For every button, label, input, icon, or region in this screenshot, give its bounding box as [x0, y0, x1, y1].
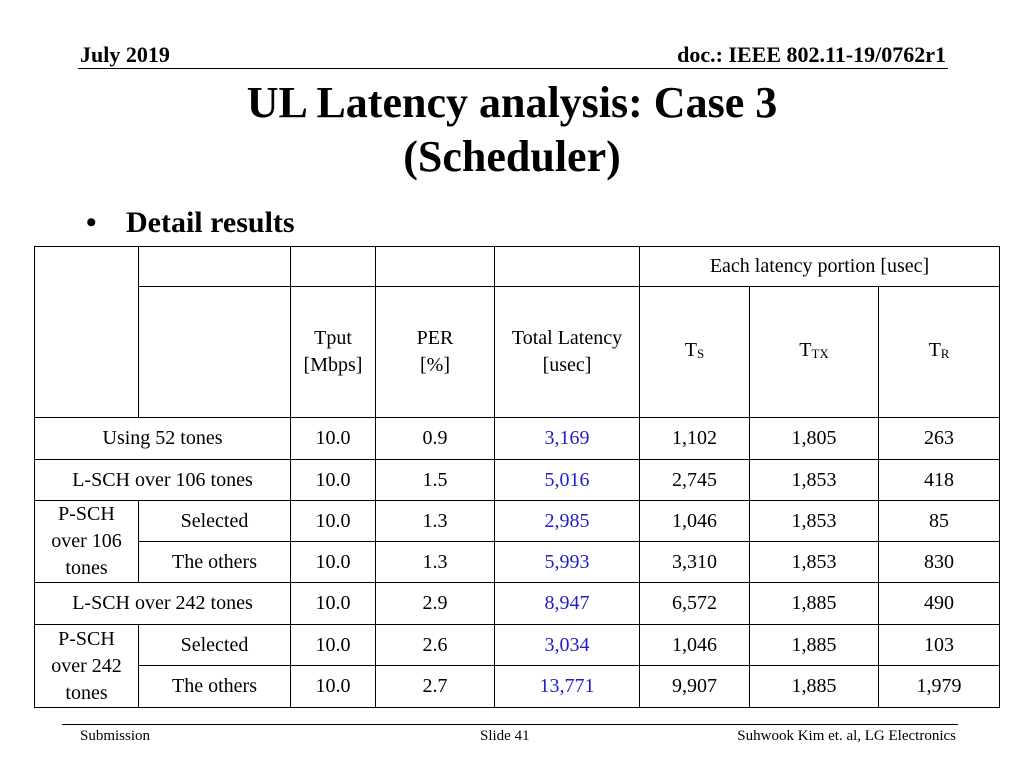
- empty-header-cell: [495, 247, 640, 287]
- header-date: July 2019: [80, 42, 170, 67]
- empty-header-cell: [291, 247, 376, 287]
- footer-submission: Submission: [80, 728, 151, 744]
- cell-total-latency: 13,771: [495, 666, 640, 708]
- cell-ttx: 1,885: [750, 583, 879, 625]
- cell-per: 2.9: [376, 583, 495, 625]
- footer-authors: Suhwook Kim et. al, LG Electronics: [737, 728, 956, 744]
- cell-per: 0.9: [376, 418, 495, 460]
- cell-per: 2.6: [376, 625, 495, 666]
- cell-ttx: 1,885: [750, 666, 879, 708]
- bullet-item: [86, 206, 295, 240]
- cell-total-latency: 8,947: [495, 583, 640, 625]
- empty-header-cell: [139, 247, 291, 287]
- table-row: [35, 501, 1000, 542]
- table-row: [35, 666, 1000, 708]
- header-rule: [78, 68, 948, 69]
- cell-tput: 10.0: [291, 542, 376, 583]
- cell-tr: 85: [879, 501, 1000, 542]
- title-line-2: (Scheduler): [403, 132, 621, 181]
- group-label-psch-242: P-SCH over 242 tones: [35, 625, 139, 708]
- cell-ts: 2,745: [640, 460, 750, 501]
- cell-ttx: 1,853: [750, 542, 879, 583]
- cell-ts: 1,046: [640, 501, 750, 542]
- cell-tput: 10.0: [291, 625, 376, 666]
- cell-tput: 10.0: [291, 460, 376, 501]
- col-header-ts: TS: [640, 287, 750, 418]
- row-label: L-SCH over 242 tones: [35, 583, 291, 625]
- cell-ttx: 1,805: [750, 418, 879, 460]
- cell-tput: 10.0: [291, 418, 376, 460]
- latency-portion-header: Each latency portion [usec]: [640, 247, 1000, 287]
- cell-ts: 1,046: [640, 625, 750, 666]
- table-header-row-1: [35, 247, 1000, 287]
- cell-tr: 418: [879, 460, 1000, 501]
- col-header-tput: Tput [Mbps]: [291, 287, 376, 418]
- table-row: [35, 460, 1000, 501]
- cell-tr: 1,979: [879, 666, 1000, 708]
- cell-ttx: 1,885: [750, 625, 879, 666]
- bullet-dot: •: [86, 206, 97, 239]
- bullet-text: Detail results: [126, 206, 295, 239]
- cell-per: 1.5: [376, 460, 495, 501]
- cell-tr: 263: [879, 418, 1000, 460]
- cell-tr: 103: [879, 625, 1000, 666]
- cell-per: 1.3: [376, 501, 495, 542]
- table-row: [35, 418, 1000, 460]
- table-row: [35, 583, 1000, 625]
- row-label: L-SCH over 106 tones: [35, 460, 291, 501]
- group-label-psch-106: P-SCH over 106 tones: [35, 501, 139, 583]
- cell-per: 2.7: [376, 666, 495, 708]
- col-header-per: PER [%]: [376, 287, 495, 418]
- row-label: Using 52 tones: [35, 418, 291, 460]
- cell-tr: 490: [879, 583, 1000, 625]
- slide-title: [0, 76, 1024, 184]
- table-row: [35, 542, 1000, 583]
- row-label: Selected: [139, 625, 291, 666]
- cell-total-latency: 2,985: [495, 501, 640, 542]
- footer-rule: [62, 724, 958, 725]
- empty-header-cell: [139, 287, 291, 418]
- corner-cell: [35, 247, 139, 418]
- cell-ts: 1,102: [640, 418, 750, 460]
- header-doc-id: doc.: IEEE 802.11-19/0762r1: [677, 42, 946, 67]
- cell-per: 1.3: [376, 542, 495, 583]
- col-header-total-latency: Total Latency [usec]: [495, 287, 640, 418]
- cell-ts: 3,310: [640, 542, 750, 583]
- table-header-row-2: [35, 287, 1000, 418]
- cell-ttx: 1,853: [750, 501, 879, 542]
- col-header-ttx: TTX: [750, 287, 879, 418]
- cell-total-latency: 3,034: [495, 625, 640, 666]
- cell-tput: 10.0: [291, 583, 376, 625]
- footer-slide-number: Slide 41: [480, 728, 530, 744]
- cell-ts: 6,572: [640, 583, 750, 625]
- cell-tput: 10.0: [291, 501, 376, 542]
- cell-total-latency: 5,016: [495, 460, 640, 501]
- empty-header-cell: [376, 247, 495, 287]
- cell-ttx: 1,853: [750, 460, 879, 501]
- cell-tput: 10.0: [291, 666, 376, 708]
- row-label: Selected: [139, 501, 291, 542]
- cell-total-latency: 5,993: [495, 542, 640, 583]
- row-label: The others: [139, 666, 291, 708]
- col-header-tr: TR: [879, 287, 1000, 418]
- cell-tr: 830: [879, 542, 1000, 583]
- row-label: The others: [139, 542, 291, 583]
- title-line-1: UL Latency analysis: Case 3: [246, 78, 778, 127]
- cell-total-latency: 3,169: [495, 418, 640, 460]
- results-table: [34, 246, 1000, 708]
- table-row: [35, 625, 1000, 666]
- cell-ts: 9,907: [640, 666, 750, 708]
